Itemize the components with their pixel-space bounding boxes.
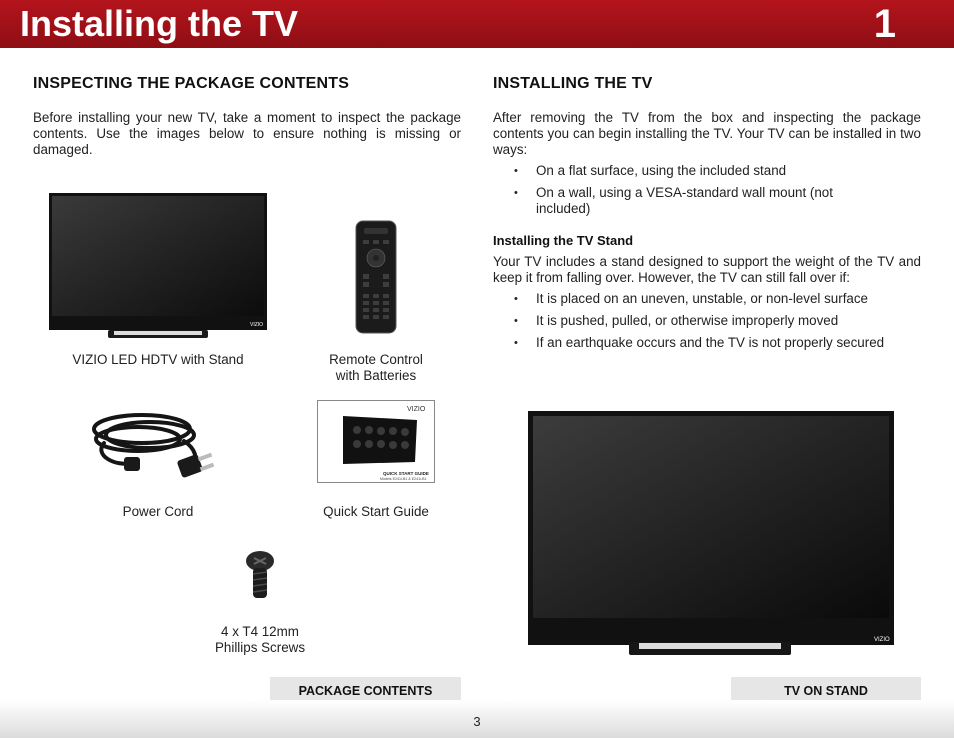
chapter-number: 1 (873, 2, 896, 46)
label-package-contents: PACKAGE CONTENTS (270, 677, 461, 705)
caption-remote-line2: with Batteries (335, 368, 417, 383)
caption-remote-line1: Remote Control (329, 352, 423, 367)
tv-logo: VIZIO (250, 322, 264, 328)
guide-title: QUICK START GUIDE (383, 471, 429, 476)
caption-screws (170, 624, 350, 656)
page-title: Installing the TV (20, 3, 299, 44)
tv-stand-logo: VIZIO (874, 637, 890, 643)
quick-start-guide-image (317, 400, 435, 484)
caption-remote (300, 352, 452, 384)
list-item: • On a wall, using a VESA-standard wall mount (not included) (514, 185, 833, 216)
section-heading-installing: INSTALLING THE TV (493, 75, 653, 92)
page-header (0, 0, 954, 48)
guide-models: Models E241i-B1 & E241i-B1 (380, 477, 427, 481)
section-heading-package-contents: INSPECTING THE PACKAGE CONTENTS (33, 75, 350, 92)
subheading-tv-stand: Installing the TV Stand (493, 233, 634, 248)
page-number: 3 (473, 714, 481, 729)
caption-guide: Quick Start Guide (323, 504, 429, 519)
guide-logo: VIZIO (407, 406, 426, 413)
power-cord-image (84, 405, 224, 489)
label-tv-on-stand: TV ON STAND (731, 677, 921, 705)
caption-screws-line2: Phillips Screws (214, 640, 306, 655)
tv-on-stand-image (527, 410, 895, 657)
caption-tv: VIZIO LED HDTV with Stand (72, 352, 244, 367)
package-intro: Before installing your new TV, take a moment to inspect the package contents. Use the images below to ensure nothing is missing or damaged. (33, 110, 461, 157)
tv-image (48, 192, 268, 340)
screw-image (242, 550, 278, 602)
stand-intro: Your TV includes a stand designed to support the weight of the TV and keep it from falling over. However, the TV can still fall over if: (493, 254, 921, 285)
list-item: • It is pushed, pulled, or otherwise improperly moved (514, 313, 839, 328)
list-item: • On a flat surface, using the included stand (514, 163, 787, 178)
caption-screws-line1: 4 x T4 12mm (221, 624, 299, 639)
list-item: • It is placed on an uneven, unstable, or non-level surface (514, 291, 869, 306)
install-ways-list (514, 163, 864, 217)
risk-list (514, 291, 904, 351)
installing-intro: After removing the TV from the box and inspecting the package contents you can begin installing the TV. Your TV can be installed in two ways: (493, 110, 921, 157)
caption-cord: Power Cord (122, 504, 194, 519)
list-item: • If an earthquake occurs and the TV is not properly secured (514, 335, 885, 350)
remote-image (355, 220, 397, 335)
